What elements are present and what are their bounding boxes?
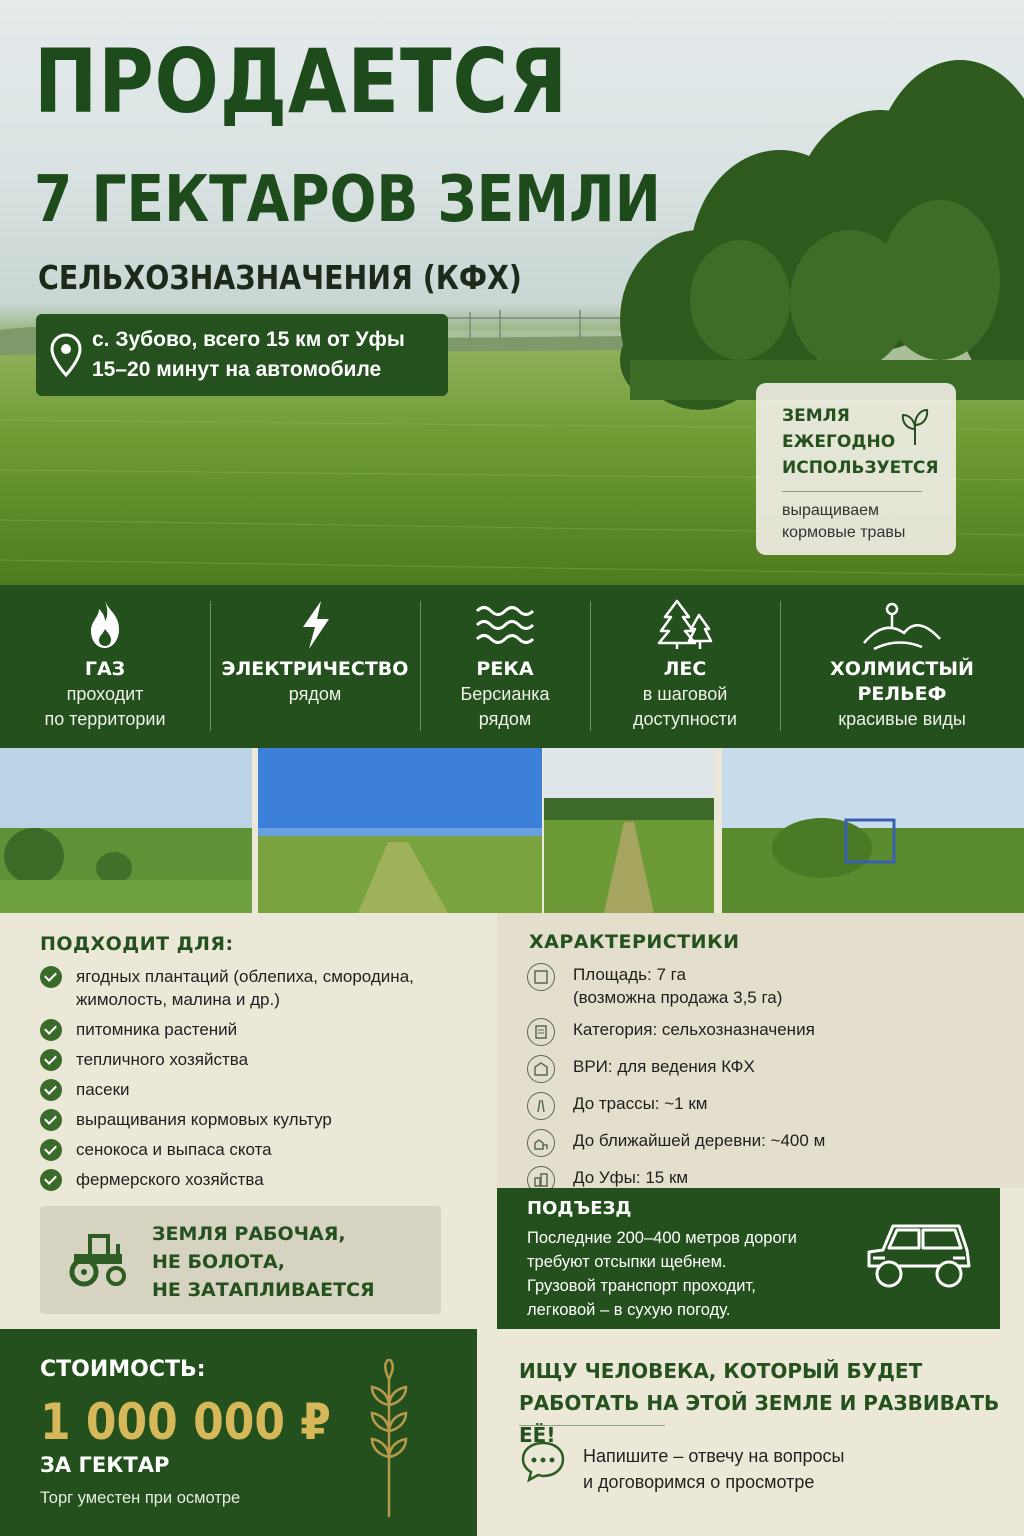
check-icon <box>40 1139 62 1161</box>
list-item <box>40 1078 460 1101</box>
land-use-text-2: кормовые травы <box>782 524 906 541</box>
characteristic-text: До трассы: ~1 км <box>573 1094 708 1113</box>
feature-relief-title-1: ХОЛМИСТЫЙ <box>830 658 974 680</box>
feature-electricity-desc: рядом <box>288 684 342 704</box>
list-item <box>40 1018 460 1041</box>
land-use-title-3: ИСПОЛЬЗУЕТСЯ <box>782 458 939 478</box>
feature-forest-title: ЛЕС <box>663 658 707 680</box>
list-item-text: жимолость, малина и др.) <box>76 990 280 1009</box>
check-icon <box>40 1109 62 1131</box>
feature-forest-desc-2: доступности <box>633 709 737 729</box>
working-land-line-3: НЕ ЗАТАПЛИВАЕТСЯ <box>152 1279 375 1301</box>
photo-3 <box>544 748 714 913</box>
list-item-text: фермерского хозяйства <box>76 1170 264 1189</box>
suitable-list <box>40 965 460 1198</box>
location-line-1: с. Зубово, всего 15 км от Уфы <box>92 328 405 351</box>
location-line-2: 15–20 минут на автомобиле <box>92 358 382 381</box>
working-land-box <box>40 1206 441 1314</box>
land-use-title-2: ЕЖЕГОДНО <box>782 432 896 452</box>
feature-forest-desc-1: в шаговой <box>642 684 728 704</box>
trees-icon <box>655 599 715 651</box>
characteristics-panel <box>497 913 1024 1188</box>
contact-text-2: и договоримся о просмотре <box>583 1472 815 1492</box>
feature-river-desc-1: Берсианка <box>460 684 550 704</box>
check-icon <box>40 1049 62 1071</box>
list-item-text: ягодных плантаций (облепиха, смородина, <box>76 967 414 986</box>
list-item <box>527 963 997 1009</box>
divider <box>519 1425 665 1426</box>
access-line-3: Грузовой транспорт проходит, <box>527 1277 756 1295</box>
access-title: ПОДЪЕЗД <box>527 1198 632 1219</box>
list-item-text: выращивания кормовых культур <box>76 1110 332 1129</box>
feature-gas-title: ГАЗ <box>84 658 126 680</box>
feature-electricity-title: ЭЛЕКТРИЧЕСТВО <box>221 658 409 680</box>
area-title: 7 ГЕКТАРОВ ЗЕМЛИ <box>34 163 661 237</box>
characteristic-text: Площадь: 7 га <box>573 965 686 984</box>
list-item-text: тепличного хозяйства <box>76 1050 249 1069</box>
working-land-line-2: НЕ БОЛОТА, <box>152 1251 285 1273</box>
feature-river <box>420 585 590 748</box>
lightning-icon <box>285 599 345 651</box>
jeep-icon <box>863 1216 975 1296</box>
feature-forest <box>590 585 780 748</box>
hills-icon <box>862 599 942 651</box>
divider <box>782 491 922 492</box>
price-value: 1 000 000 ₽ <box>40 1393 331 1451</box>
suitable-for-panel <box>0 913 497 1329</box>
characteristic-text: ВРИ: для ведения КФХ <box>573 1057 755 1076</box>
check-icon <box>40 1019 62 1041</box>
seeking-panel <box>477 1329 1024 1536</box>
characteristics-title: ХАРАКТЕРИСТИКИ <box>529 931 740 953</box>
list-item <box>527 1018 997 1046</box>
contact-text-1: Напишите – отвечу на вопросы <box>583 1446 845 1466</box>
list-item-text: сенокоса и выпаса скота <box>76 1140 272 1159</box>
list-item <box>40 1138 460 1161</box>
price-note: Торг уместен при осмотре <box>40 1489 241 1507</box>
waves-icon <box>475 599 535 651</box>
tractor-icon <box>66 1228 130 1288</box>
wheat-icon <box>354 1359 424 1519</box>
photo-1 <box>0 748 252 913</box>
road-icon <box>527 1092 555 1120</box>
feature-gas-desc-1: проходит <box>66 684 144 704</box>
feature-river-title: РЕКА <box>476 658 534 680</box>
access-line-2: требуют отсыпки щебнем. <box>527 1253 727 1271</box>
feature-gas-desc-2: по территории <box>44 709 166 729</box>
category-icon <box>527 1018 555 1046</box>
list-item <box>40 1168 460 1191</box>
feature-relief-title-2: РЕЛЬЕФ <box>857 683 947 705</box>
characteristics-list <box>527 963 997 1203</box>
photo-strip <box>0 748 1024 913</box>
access-line-4: легковой – в сухую погоду. <box>527 1301 731 1319</box>
price-unit: ЗА ГЕКТАР <box>40 1453 170 1477</box>
features-band <box>0 585 1024 748</box>
list-item <box>40 1048 460 1071</box>
building-icon <box>527 1055 555 1083</box>
list-item-text: пасеки <box>76 1080 130 1099</box>
village-icon <box>527 1129 555 1157</box>
characteristic-text: (возможна продажа 3,5 га) <box>573 988 783 1007</box>
check-icon <box>40 1079 62 1101</box>
hero-section <box>0 0 1024 585</box>
access-line-1: Последние 200–400 метров дороги <box>527 1229 797 1247</box>
leaf-icon <box>898 407 932 447</box>
check-icon <box>40 1169 62 1191</box>
characteristic-text: Категория: сельхозназначения <box>573 1020 815 1039</box>
feature-river-desc-2: рядом <box>478 709 532 729</box>
feature-electricity <box>210 585 420 748</box>
working-land-line-1: ЗЕМЛЯ РАБОЧАЯ, <box>152 1223 346 1245</box>
feature-relief-desc: красивые виды <box>838 709 966 729</box>
price-panel <box>0 1329 477 1536</box>
list-item <box>527 1055 997 1083</box>
main-title: ПРОДАЕТСЯ <box>34 30 568 133</box>
list-item <box>40 965 460 1011</box>
list-item <box>40 1108 460 1131</box>
map-pin-icon <box>50 333 82 377</box>
list-item <box>527 1092 997 1120</box>
land-category-title: СЕЛЬХОЗНАЗНАЧЕНИЯ (КФХ) <box>38 258 522 297</box>
chat-icon <box>519 1439 567 1483</box>
access-road-panel <box>497 1188 1000 1329</box>
suitable-title: ПОДХОДИТ ДЛЯ: <box>40 933 234 955</box>
feature-gas <box>0 585 210 748</box>
seeking-title-2: РАБОТАТЬ НА ЭТОЙ ЗЕМЛЕ И РАЗВИВАТЬ ЕЁ! <box>519 1391 1000 1447</box>
feature-relief <box>780 585 1024 748</box>
photo-2 <box>258 748 542 913</box>
seeking-title-1: ИЩУ ЧЕЛОВЕКА, КОТОРЫЙ БУДЕТ <box>519 1359 923 1383</box>
land-use-title-1: ЗЕМЛЯ <box>782 406 850 426</box>
location-box <box>36 314 448 396</box>
land-use-text-1: выращиваем <box>782 502 880 519</box>
area-icon <box>527 963 555 991</box>
flame-icon <box>75 599 135 651</box>
list-item-text: питомника растений <box>76 1020 238 1039</box>
characteristic-text: До Уфы: 15 км <box>573 1168 689 1187</box>
land-use-card <box>756 383 956 555</box>
list-item <box>527 1129 997 1157</box>
photo-4 <box>722 748 1024 913</box>
check-icon <box>40 966 62 988</box>
price-label: СТОИМОСТЬ: <box>40 1357 206 1382</box>
characteristic-text: До ближайшей деревни: ~400 м <box>573 1131 826 1150</box>
